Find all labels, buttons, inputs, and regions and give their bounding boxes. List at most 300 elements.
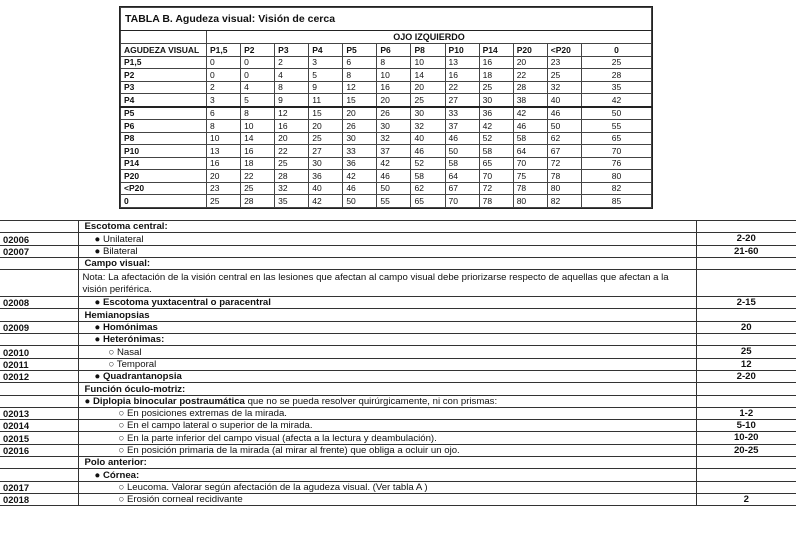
cell-value: 25 [479,81,513,94]
cell-value: 55 [377,195,411,208]
cell-value: 52 [411,157,445,170]
cell-value: 42 [377,157,411,170]
cell-value: 12 [343,81,377,94]
cell-value: 18 [241,157,275,170]
cell-value: 32 [377,132,411,145]
column-header: 0 [581,44,651,57]
item-label: Heterónimas: [102,334,165,346]
cell-value: 80 [547,182,581,195]
row-label: P3 [121,81,207,94]
score-cell [696,481,796,493]
cell-value: 35 [275,195,309,208]
description-cell [78,395,696,407]
cell-value: 10 [241,120,275,133]
baremo-row [0,493,796,505]
description-cell [78,457,696,469]
column-header: P5 [343,44,377,57]
row-label: <P20 [121,182,207,195]
cell-value: 55 [581,120,651,133]
cell-value: 65 [581,132,651,145]
description-cell [78,420,696,432]
cell-value: 37 [377,145,411,158]
cell-value: 58 [479,145,513,158]
cell-value: 26 [343,120,377,133]
row-label: P20 [121,170,207,183]
cell-value: 42 [581,94,651,107]
cell-value: 0 [241,69,275,82]
item-label: Erosión corneal recidivante [126,494,243,506]
tabla-b-grid [120,7,652,208]
row-label: P1,5 [121,56,207,69]
column-header: P2 [241,44,275,57]
bullet-icon: ● [84,395,93,407]
score-cell [696,270,796,297]
eye-label: OJO IZQUIERDO [207,31,652,44]
circle-icon: ○ [108,346,117,358]
baremo-row [0,245,796,257]
description-cell [78,370,696,382]
cell-value: 46 [547,107,581,120]
bullet-icon: ● [94,334,103,346]
section-heading: Polo anterior: [84,457,147,469]
tabla-b-row [121,107,652,120]
cell-value: 32 [547,81,581,94]
section-heading: Hemianopsias [84,309,150,321]
baremo-row [0,334,796,346]
baremo-row [0,221,796,233]
cell-value: 8 [275,81,309,94]
cell-value: 25 [207,195,241,208]
cell-value: 22 [275,145,309,158]
tabla-b-row [121,81,652,94]
score-cell: 10-20 [696,432,796,444]
column-header: P3 [275,44,309,57]
cell-value: 36 [343,157,377,170]
cell-value: 16 [377,81,411,94]
item-label: Nasal [116,346,142,358]
cell-value: 46 [513,120,547,133]
cell-value: 3 [309,56,343,69]
column-header: P8 [411,44,445,57]
cell-value: 30 [343,132,377,145]
cell-value: 40 [411,132,445,145]
cell-value: 14 [411,69,445,82]
cell-value: 42 [513,107,547,120]
cell-value: 76 [581,157,651,170]
baremo-row [0,481,796,493]
code-cell [0,457,78,469]
column-header: P1,5 [207,44,241,57]
cell-value: 80 [513,195,547,208]
cell-value: 40 [309,182,343,195]
description-cell [78,346,696,358]
cell-value: 50 [547,120,581,133]
section-heading: Función óculo-motriz: [84,383,186,395]
item-label-bold: Diplopia binocular postraumática [92,395,245,407]
circle-icon: ○ [118,408,127,420]
circle-icon: ○ [118,445,127,457]
cell-value: 25 [547,69,581,82]
baremo-row [0,457,796,469]
cell-value: 10 [377,69,411,82]
code-cell: 02017 [0,481,78,493]
cell-value: 14 [241,132,275,145]
description-cell [78,493,696,505]
cell-value: 80 [581,170,651,183]
cell-value: 20 [207,170,241,183]
tabla-b [119,6,653,209]
cell-value: 28 [275,170,309,183]
cell-value: 58 [411,170,445,183]
score-cell [696,334,796,346]
cell-value: 72 [479,182,513,195]
bullet-icon: ● [94,371,103,383]
bullet-icon: ● [94,233,103,245]
description-cell [78,358,696,370]
tabla-b-row [121,56,652,69]
baremo-row [0,383,796,395]
cell-value: 78 [513,182,547,195]
cell-value: 27 [309,145,343,158]
cell-value: 6 [343,56,377,69]
item-label: Homónimas [102,322,158,334]
cell-value: 70 [445,195,479,208]
cell-value: 58 [513,132,547,145]
item-label: En posición primaria de la mirada (al mirar al frente) que obliga a ocluir un ojo. [126,445,460,457]
score-cell: 20 [696,321,796,333]
cell-value: 75 [513,170,547,183]
tabla-b-row [121,94,652,107]
cell-value: 15 [343,94,377,107]
tabla-b-row [121,120,652,133]
item-label: Temporal [116,358,157,370]
cell-value: 65 [411,195,445,208]
score-cell [696,395,796,407]
code-cell: 02007 [0,245,78,257]
item-label: En posiciones extremas de la mirada. [126,408,287,420]
tabla-b-row [121,157,652,170]
cell-value: 13 [445,56,479,69]
cell-value: 42 [309,195,343,208]
cell-value: 28 [513,81,547,94]
cell-value: 64 [445,170,479,183]
cell-value: 0 [207,56,241,69]
cell-value: 0 [241,56,275,69]
cell-value: 8 [207,120,241,133]
note-text: Nota: La afectación de la visión central en las lesiones que afectan al campo visual debe priorizarse respecto de aquellas que afectan a la visión periférica. [82,272,669,296]
cell-value: 10 [207,132,241,145]
cell-value: 33 [343,145,377,158]
row-label: P6 [121,120,207,133]
cell-value: 25 [581,56,651,69]
cell-value: 67 [445,182,479,195]
score-cell [696,309,796,321]
column-header: <P20 [547,44,581,57]
cell-value: 82 [547,195,581,208]
cell-value: 70 [479,170,513,183]
code-cell: 02006 [0,233,78,245]
cell-value: 6 [207,107,241,120]
baremo-row [0,432,796,444]
code-cell: 02016 [0,444,78,456]
description-cell [78,444,696,456]
cell-value: 46 [411,145,445,158]
cell-value: 8 [241,107,275,120]
baremo-row [0,297,796,309]
cell-value: 78 [479,195,513,208]
baremo-row [0,370,796,382]
column-header: P20 [513,44,547,57]
cell-value: 42 [479,120,513,133]
score-cell [696,457,796,469]
row-label: P8 [121,132,207,145]
code-cell [0,334,78,346]
cell-value: 22 [445,81,479,94]
tabla-b-row [121,69,652,82]
code-cell: 02010 [0,346,78,358]
cell-value: 15 [309,107,343,120]
description-cell [78,383,696,395]
cell-value: 18 [479,69,513,82]
tabla-b-title: TABLA B. Agudeza visual: Visión de cerca [121,8,652,31]
cell-value: 3 [207,94,241,107]
score-cell: 12 [696,358,796,370]
score-cell [696,469,796,481]
cell-value: 20 [309,120,343,133]
code-cell [0,309,78,321]
description-cell [78,245,696,257]
bullet-icon: ● [94,297,103,309]
score-cell: 2-20 [696,370,796,382]
cell-value: 58 [445,157,479,170]
tabla-b-row [121,132,652,145]
row-header: AGUDEZA VISUAL [121,44,207,57]
cell-value: 32 [275,182,309,195]
cell-value: 5 [309,69,343,82]
description-cell [78,233,696,245]
cell-value: 25 [241,182,275,195]
section-heading: Escotoma central: [84,221,168,233]
cell-value: 22 [241,170,275,183]
item-label: Quadrantanopsia [102,371,182,383]
cell-value: 22 [513,69,547,82]
cell-value: 16 [241,145,275,158]
baremo-row [0,346,796,358]
cell-value: 16 [479,56,513,69]
row-label: P10 [121,145,207,158]
section-heading: Campo visual: [84,258,151,270]
cell-value: 64 [513,145,547,158]
description-cell [78,469,696,481]
cell-value: 23 [547,56,581,69]
baremo-row [0,270,796,297]
cell-value: 78 [547,170,581,183]
item-label: que no se pueda resolver quirúrgicamente, ni con prismas: [244,395,498,407]
cell-value: 4 [241,81,275,94]
baremo-row [0,469,796,481]
cell-value: 30 [479,94,513,107]
cell-value: 20 [275,132,309,145]
cell-value: 46 [377,170,411,183]
cell-value: 30 [377,120,411,133]
row-label: P14 [121,157,207,170]
baremo-row [0,420,796,432]
cell-value: 20 [377,94,411,107]
cell-value: 40 [547,94,581,107]
row-label: P5 [121,107,207,120]
column-header: P6 [377,44,411,57]
circle-icon: ○ [118,432,127,444]
cell-value: 65 [479,157,513,170]
column-header: P14 [479,44,513,57]
tabla-b-row [121,182,652,195]
score-cell [696,257,796,269]
baremo-table [0,220,796,534]
score-cell: 2 [696,493,796,505]
bullet-icon: ● [94,469,103,481]
circle-icon: ○ [118,420,127,432]
baremo-row [0,257,796,269]
cell-value: 36 [479,107,513,120]
cell-value: 46 [445,132,479,145]
cell-value: 62 [547,132,581,145]
code-cell: 02008 [0,297,78,309]
cell-value: 50 [445,145,479,158]
cell-value: 62 [411,182,445,195]
cell-value: 25 [411,94,445,107]
circle-icon: ○ [118,481,127,493]
description-cell [78,221,696,233]
score-cell: 21-60 [696,245,796,257]
cell-value: 52 [479,132,513,145]
description-cell [78,407,696,419]
cell-value: 33 [445,107,479,120]
cell-value: 0 [207,69,241,82]
row-label: P2 [121,69,207,82]
cell-value: 13 [207,145,241,158]
score-cell: 2-15 [696,297,796,309]
code-cell [0,257,78,269]
code-cell: 02009 [0,321,78,333]
cell-value: 23 [207,182,241,195]
description-cell [78,432,696,444]
cell-value: 67 [547,145,581,158]
cell-value: 8 [343,69,377,82]
baremo-row [0,395,796,407]
cell-value: 50 [343,195,377,208]
column-header: P10 [445,44,479,57]
code-cell: 02012 [0,370,78,382]
cell-value: 5 [241,94,275,107]
description-cell [78,481,696,493]
code-cell: 02011 [0,358,78,370]
description-cell [78,257,696,269]
item-label: Unilateral [102,233,144,245]
cell-value: 9 [275,94,309,107]
baremo-row [0,407,796,419]
code-cell [0,395,78,407]
description-cell [78,297,696,309]
baremo-row [0,321,796,333]
score-cell: 25 [696,346,796,358]
item-label: En la parte inferior del campo visual (afecta a la lectura y deambulación). [126,432,437,444]
cell-value: 12 [275,107,309,120]
item-label: Leucoma. Valorar según afectación de la agudeza visual. (Ver tabla A ) [126,481,428,493]
description-cell [78,334,696,346]
tabla-b-row [121,170,652,183]
cell-value: 85 [581,195,651,208]
cell-value: 16 [207,157,241,170]
cell-value: 27 [445,94,479,107]
bullet-icon: ● [94,322,103,334]
cell-value: 35 [581,81,651,94]
cell-value: 30 [309,157,343,170]
cell-value: 20 [343,107,377,120]
cell-value: 50 [581,107,651,120]
circle-icon: ○ [118,494,127,506]
cell-value: 20 [411,81,445,94]
description-cell [78,270,696,297]
cell-value: 70 [581,145,651,158]
score-cell [696,221,796,233]
cell-value: 25 [309,132,343,145]
cell-value: 70 [513,157,547,170]
cell-value: 82 [581,182,651,195]
cell-value: 9 [309,81,343,94]
item-label: Bilateral [102,245,138,257]
cell-value: 26 [377,107,411,120]
cell-value: 38 [513,94,547,107]
description-cell [78,321,696,333]
baremo-row [0,444,796,456]
code-cell [0,221,78,233]
circle-icon: ○ [108,358,117,370]
cell-value: 32 [411,120,445,133]
cell-value: 11 [309,94,343,107]
code-cell: 02018 [0,493,78,505]
code-cell [0,469,78,481]
baremo-grid [0,220,796,506]
score-cell: 1-2 [696,407,796,419]
cell-value: 2 [275,56,309,69]
row-label: P4 [121,94,207,107]
tabla-b-header-row [121,44,652,57]
cell-value: 20 [513,56,547,69]
baremo-row [0,358,796,370]
baremo-row [0,309,796,321]
cell-value: 42 [343,170,377,183]
code-cell: 02015 [0,432,78,444]
row-label: 0 [121,195,207,208]
score-cell: 20-25 [696,444,796,456]
code-cell: 02014 [0,420,78,432]
cell-value: 37 [445,120,479,133]
code-cell: 02013 [0,407,78,419]
cell-value: 36 [309,170,343,183]
item-label: Escotoma yuxtacentral o paracentral [102,297,271,309]
cell-value: 25 [275,157,309,170]
cell-value: 2 [207,81,241,94]
score-cell [696,383,796,395]
tabla-b-row [121,195,652,208]
bullet-icon: ● [94,245,103,257]
cell-value: 10 [411,56,445,69]
cell-value: 30 [411,107,445,120]
code-cell [0,270,78,297]
item-label: Córnea: [102,469,140,481]
cell-value: 28 [241,195,275,208]
column-header: P4 [309,44,343,57]
